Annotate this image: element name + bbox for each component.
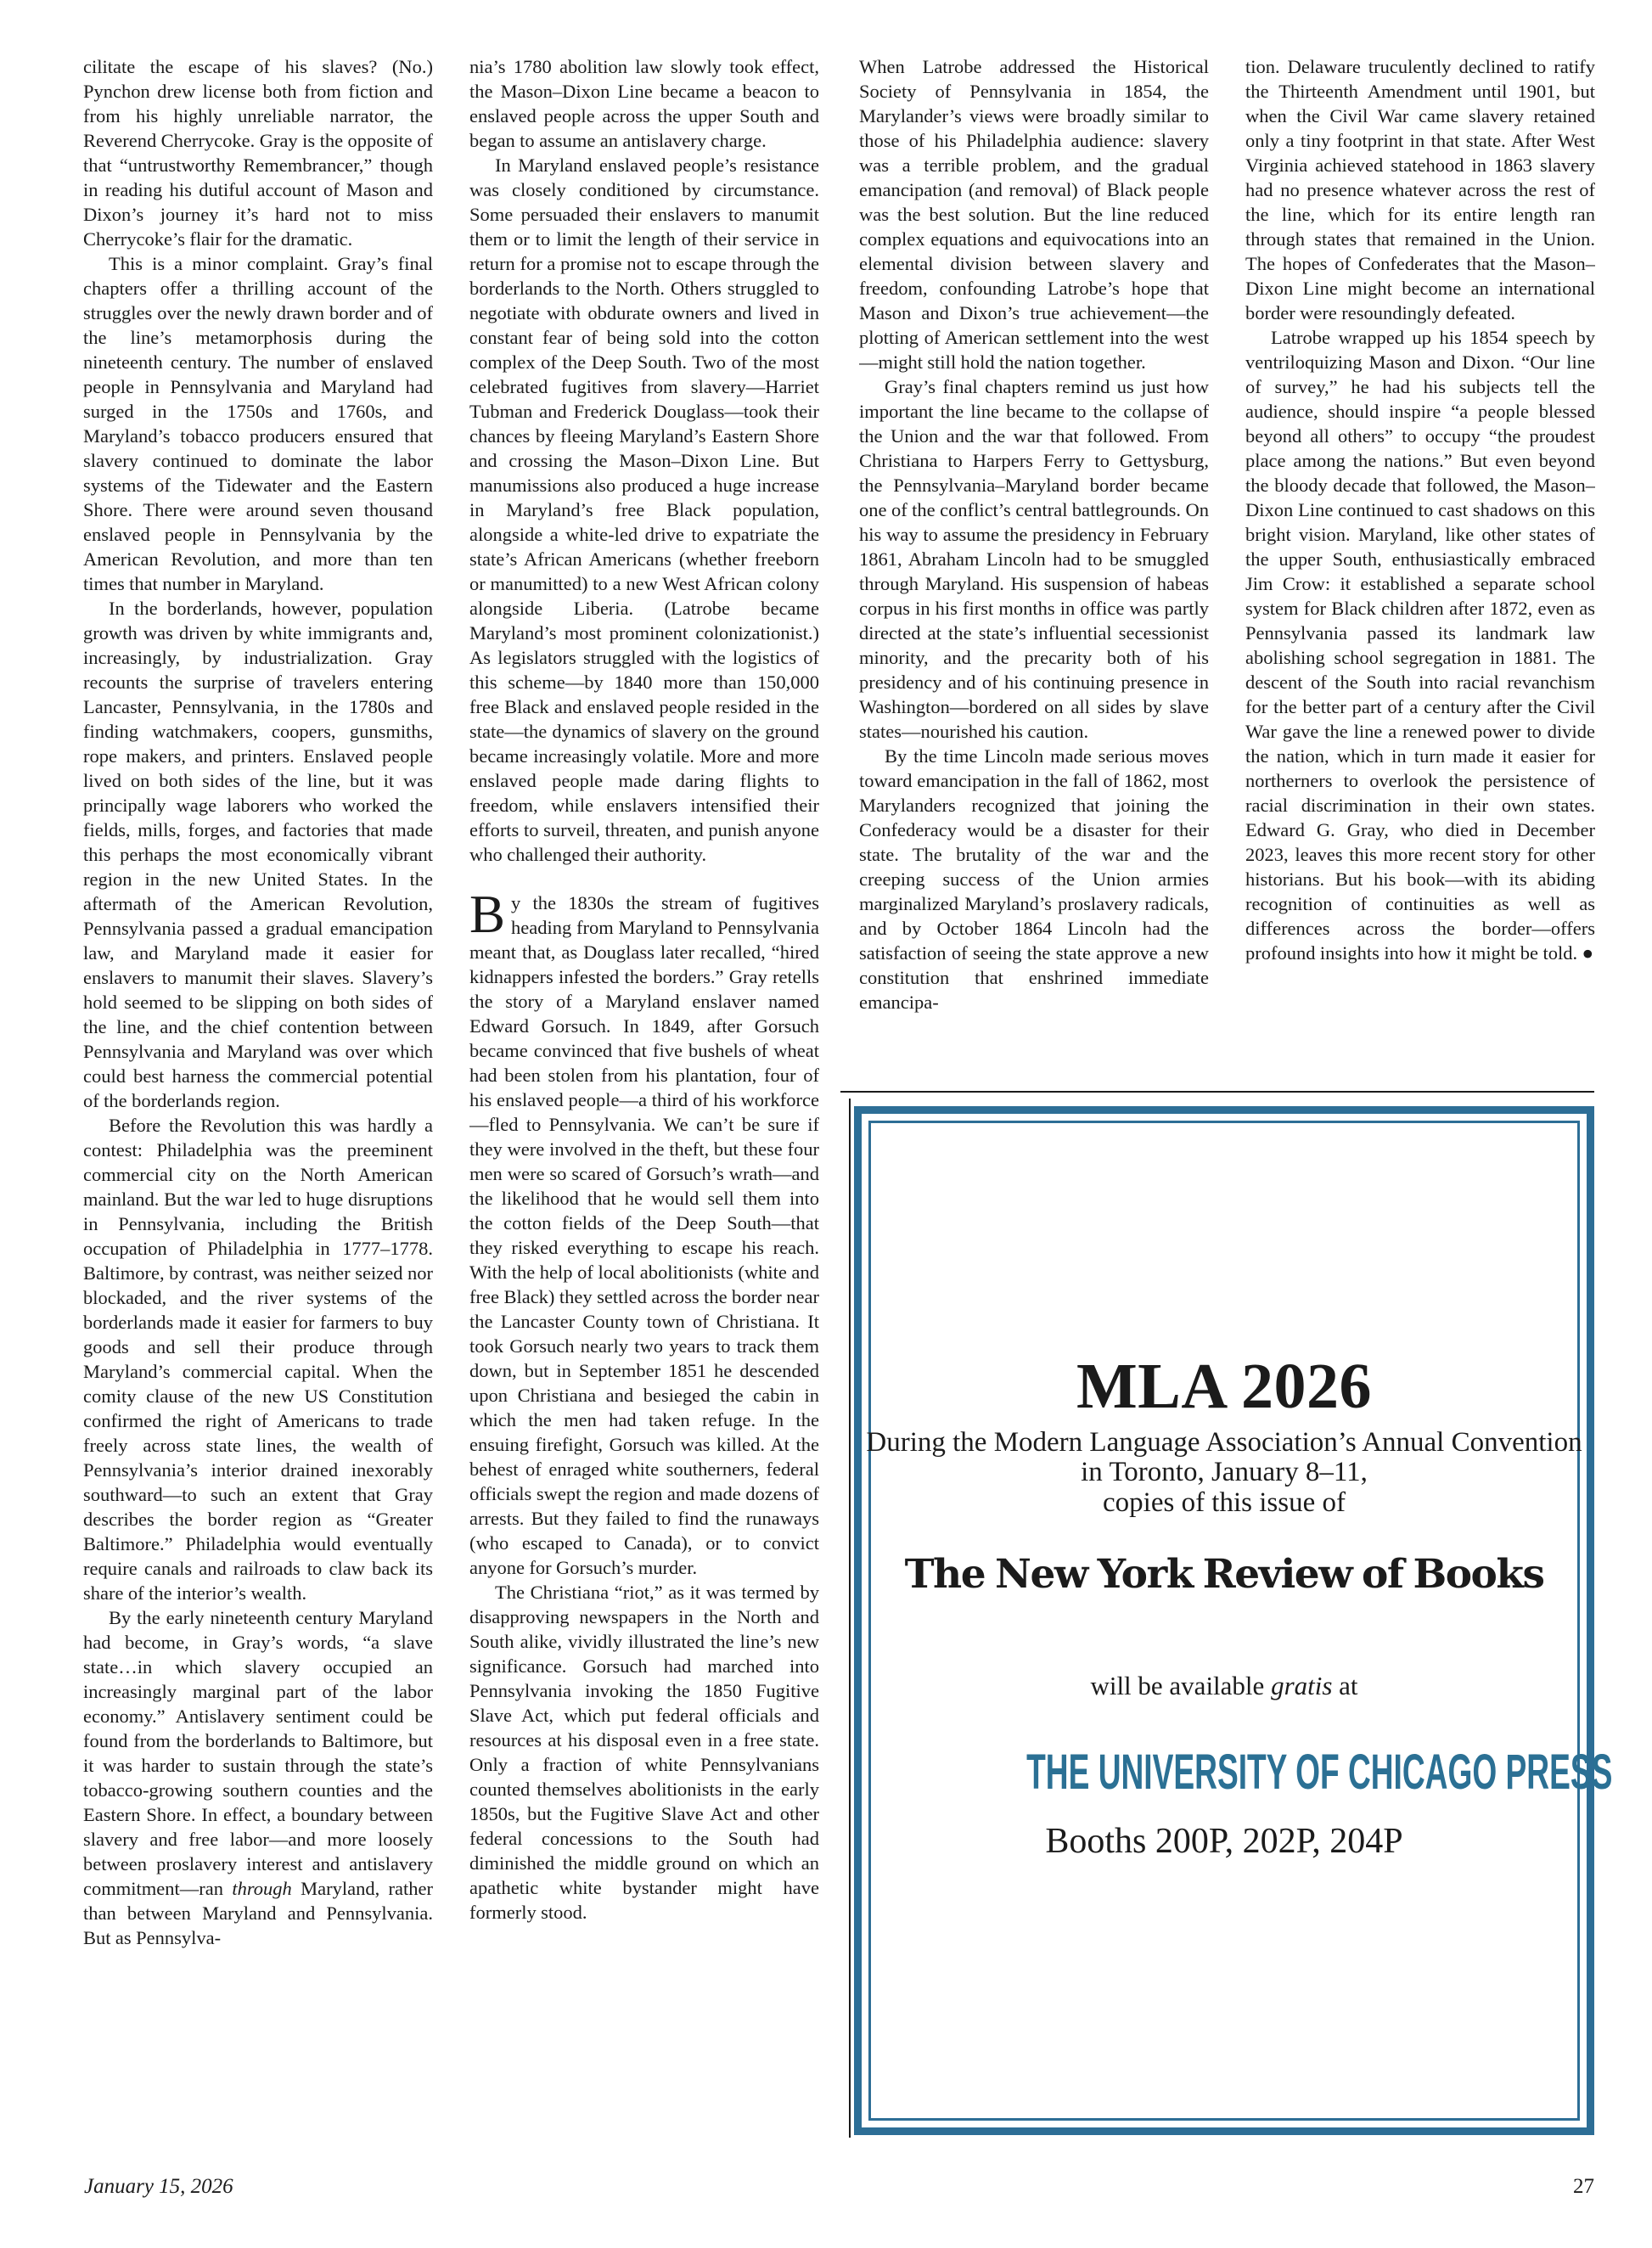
avail-suffix: at	[1332, 1671, 1358, 1700]
nyrb-logotype: The New York Review of Books	[904, 1551, 1544, 1598]
press-name-row	[862, 1744, 1613, 1801]
paragraph: nia’s 1780 abolition law slowly took effect, the Mason–Dixon Line became a beacon to enslaved people across the upper South and began to assume an antislavery charge.	[469, 56, 819, 151]
paragraph: cilitate the escape of his slaves? (No.) Pynchon drew license both from fiction and from his highly unreliable narrator, the Reverend Cherrycoke. Gray is the opposite of that “untrustworthy Remembrancer,” though in reading his dutiful account of Mason and Dixon’s journey it’s hard not to miss Cherrycoke’s flair for the dramatic.	[83, 56, 433, 250]
article-column-1	[83, 54, 433, 2148]
paragraph: By the time Lincoln made serious moves toward emancipation in the fall of 1862, most Marylanders recognized that joining the Confederacy would be a disaster for their state. The brutality of the war and the creeping success of the Union armies marginalized Maryland’s proslavery radicals, and by October 1864 Lincoln had the satisfaction of seeing the state approve a new constitution that enshrined immediate emancipa-	[859, 745, 1209, 1013]
paragraph: In Maryland enslaved people’s resistance was closely conditioned by circumstance. Some persuaded their enslavers to manumit them or to limit the length of their service in return for a promise not to escape through the borderlands to the North. Others struggled to negotiate with obdurate owners and lived in constant fear of being sold into the cotton complex of the Deep South. Two of the most celebrated fugitives from slavery—Harriet Tubman and Frederick Douglass—took their chances by fleeing Maryland’s Eastern Shore and crossing the Mason–Dixon Line. But manumissions also produced a huge increase in Maryland’s free Black population, alongside a white-led drive to expatriate the state’s African Americans (whether freeborn or manumitted) to a new West African colony alongside Liberia. (Latrobe became Maryland’s most prominent colonizationist.) As legislators struggled with the logistics of this scheme—by 1840 more than 150,000 free Black and enslaved people resided in the state—the dynamics of slavery on the ground became increasingly volatile. More and more enslaved people made daring flights to freedom, while enslavers intensified their efforts to surveil, threaten, and punish anyone who challenged their authority.	[469, 155, 819, 865]
ad-availability-line	[862, 1671, 1587, 1701]
paragraph: By the early nineteenth century Maryland had become, in Gray’s words, “a slave state…in which slavery occupied an increasingly marginal part of the labor economy.” Antislavery sentiment could be found from the borderlands to Baltimore, but it was harder to sustain through the state’s tobacco-growing southern counties and the Eastern Shore. In effect, a boundary between slavery and free labor—and more loosely between proslavery interest and antislavery commitment—ran through Maryland, rather than between Maryland and Pennsylvania. But as Pennsylva-	[83, 1607, 433, 1948]
paragraph: Before the Revolution this was hardly a contest: Philadelphia was the preeminent commercial city on the North American mainland. But the war led to huge disruptions in Pennsylvania, including the British occupation of Philadelphia in 1777–1778. Baltimore, by contrast, was neither seized nor blockaded, and the river systems of the borderlands made it easier for farmers to buy goods and sell their produce through Maryland’s commercial capital. When the comity clause of the new US Constitution confirmed the right of Americans to trade freely across state lines, the wealth of Pennsylvania’s interior drained inexorably southward—to such an extent that Gray describes the border region as “Greater Baltimore.” Philadelphia would eventually require canals and railroads to claw back its share of the interior’s wealth.	[83, 1115, 433, 1604]
column-divider-rule	[849, 1099, 851, 2138]
ad-location-line: in Toronto, January 8–11,	[1081, 1457, 1368, 1487]
page-number: 27	[1573, 2175, 1594, 2198]
paragraph: Gray’s final chapters remind us just how important the line became to the collapse of the Union and the war that followed. From Christiana to Harpers Ferry to Gettysburg, the Pennsylvania–Maryland border became one of the conflict’s central battlegrounds. On his way to assume the presidency in February 1861, Abraham Lincoln had to be smuggled through Maryland. His suspension of habeas corpus in his first months in office was partly directed at the state’s influential secessionist minority, and the precarity both of his presidency and of his continuing presence in Washington—bordered on all sides by slave states—nourished his caution.	[859, 376, 1209, 742]
ad-convention-line: During the Modern Language Association’s Annual Convention	[866, 1427, 1582, 1458]
paragraph: The Christiana “riot,” as it was termed by disapproving newspapers in the North and South alike, vividly illustrated the line’s new significance. Gorsuch had marched into Pennsylvania invoking the 1850 Fugitive Slave Act, which put federal officials and resources at his disposal even in a free state. Only a fraction of white Pennsylvanians counted themselves abolitionists in the early 1850s, but the Fugitive Slave Act and other federal concessions to the South had diminished the middle ground on which an apathetic white bystander might have formerly stood.	[469, 1582, 819, 1923]
paragraph: tion. Delaware truculently declined to ratify the Thirteenth Amendment until 1901, but when the Civil War came slavery retained only a tiny footprint in that state. After West Virginia achieved statehood in 1863 slavery had no presence whatever across the rest of the line, which for its entire length ran through states that remained in the Union. The hopes of Confederates that the Mason–Dixon Line might become an international border were resoundingly defeated.	[1245, 56, 1595, 323]
article-column-4	[1245, 54, 1595, 1073]
article-column-2	[469, 54, 819, 2148]
paragraph: This is a minor complaint. Gray’s final chapters offer a thrilling account of the struggles over the newly drawn border and of the line’s metamorphosis during the nineteenth century. The number of enslaved people in Pennsylvania and Maryland had surged in the 1750s and 1760s, and Maryland’s tobacco producers ensured that slavery continued to dominate the labor systems of the Tidewater and the Eastern Shore. There were around seven thousand enslaved people in Pennsylvania by the American Revolution, and more than ten times that number in Maryland.	[83, 253, 433, 594]
article-column-3	[859, 54, 1209, 1073]
paragraph: By the 1830s the stream of fugitives heading from Maryland to Pennsylvania meant that, as Douglass later recalled, “hired kidnappers infested the borders.” Gray retells the story of a Maryland enslaver named Edward Gorsuch. In 1849, after Gorsuch became convinced that five bushels of wheat had been stolen from his plantation, four of his enslaved people—a third of his workforce—fled to Pennsylvania. We can’t be sure if they were involved in the theft, but these four men were so scared of Gorsuch’s wrath—and the likelihood that he would sell them into the cotton fields of the Deep South—that they risked everything to escape his reach. With the help of local abolitionists (white and free Black) they settled across the border near the Lancaster County town of Christiana. It took Gorsuch nearly two years to track them down, but in September 1851 he descended upon Christiana and besieged the cabin in which the men had taken refuge. In the ensuing firefight, Gorsuch was killed. At the behest of enraged white southerners, federal officials swept the region and made dozens of arrests. But they failed to find the runaways (who escaped to Canada), or to convict anyone for Gorsuch’s murder.	[469, 885, 819, 1578]
ad-booths: Booths 200P, 202P, 204P	[1045, 1822, 1403, 1861]
ad-copies-line: copies of this issue of	[1103, 1487, 1346, 1518]
paragraph: When Latrobe addressed the Historical Society of Pennsylvania in 1854, the Marylander’s views were broadly similar to those of his Philadelphia audience: slavery was a terrible problem, and the gradual emancipation (and removal) of Black people was the best solution. But the line reduced complex equations and equivocations into an elemental division between slavery and freedom, confounding Latrobe’s hope that Mason and Dixon’s true achievement—the plotting of American settlement into the west—might still hold the nation together.	[859, 56, 1209, 373]
press-name: THE UNIVERSITY OF CHICAGO PRESS	[1026, 1745, 1613, 1800]
ad-top-rule	[840, 1091, 1594, 1093]
paragraph: In the borderlands, however, population growth was driven by white immigrants and, increasingly, by industrialization. Gray recounts the surprise of travelers entering Lancaster, Pennsylvania, in the 1780s and finding watchmakers, coopers, gunsmiths, rope makers, and printers. Enslaved people lived on both sides of the line, but it was principally wage laborers who worked the fields, mills, forges, and factories that made this perhaps the most economically vibrant region in the new United States. In the aftermath of the American Revolution, Pennsylvania passed a gradual emancipation law, and Maryland made it easier for enslavers to manumit their slaves. Slavery’s hold seemed to be slipping on both sides of the line, and the chief contention between Pennsylvania and Maryland was over which could best harness the commercial potential of the borderlands region.	[83, 598, 433, 1111]
avail-prefix: will be available	[1090, 1671, 1272, 1700]
ad-title: MLA 2026	[1076, 1351, 1373, 1422]
issue-date: January 15, 2026	[84, 2175, 233, 2198]
avail-gratis: gratis	[1271, 1671, 1333, 1700]
paragraph: Latrobe wrapped up his 1854 speech by ventriloquizing Mason and Dixon. “Our line of survey,” he had his subjects tell the audience, should inspire “a people blessed beyond all others” to occupy “the proudest place among the nations.” But even beyond the bloody decade that followed, the Mason–Dixon Line continued to cast shadows on this bright vision. Maryland, like other states of the upper South, enthusiastically embraced Jim Crow: it established a separate school system for Black children after 1872, even as Pennsylvania passed its landmark law abolishing school segregation in 1881. The descent of the South into racial revanchism for the better part of a century after the Civil War gave the line a renewed power to divide the nation, which in turn made it easier for northerners to overlook the persistence of racial discrimination in their own states. Edward G. Gray, who died in December 2023, leaves this more recent story for other historians. But his book—with its abiding recognition of continuities as well as differences across the border—offers profound insights into how it might be told. ●	[1245, 327, 1595, 964]
dropcap-letter: B	[469, 885, 506, 944]
ad-inner-border	[868, 1121, 1580, 2121]
mla-advertisement	[854, 1106, 1613, 2135]
